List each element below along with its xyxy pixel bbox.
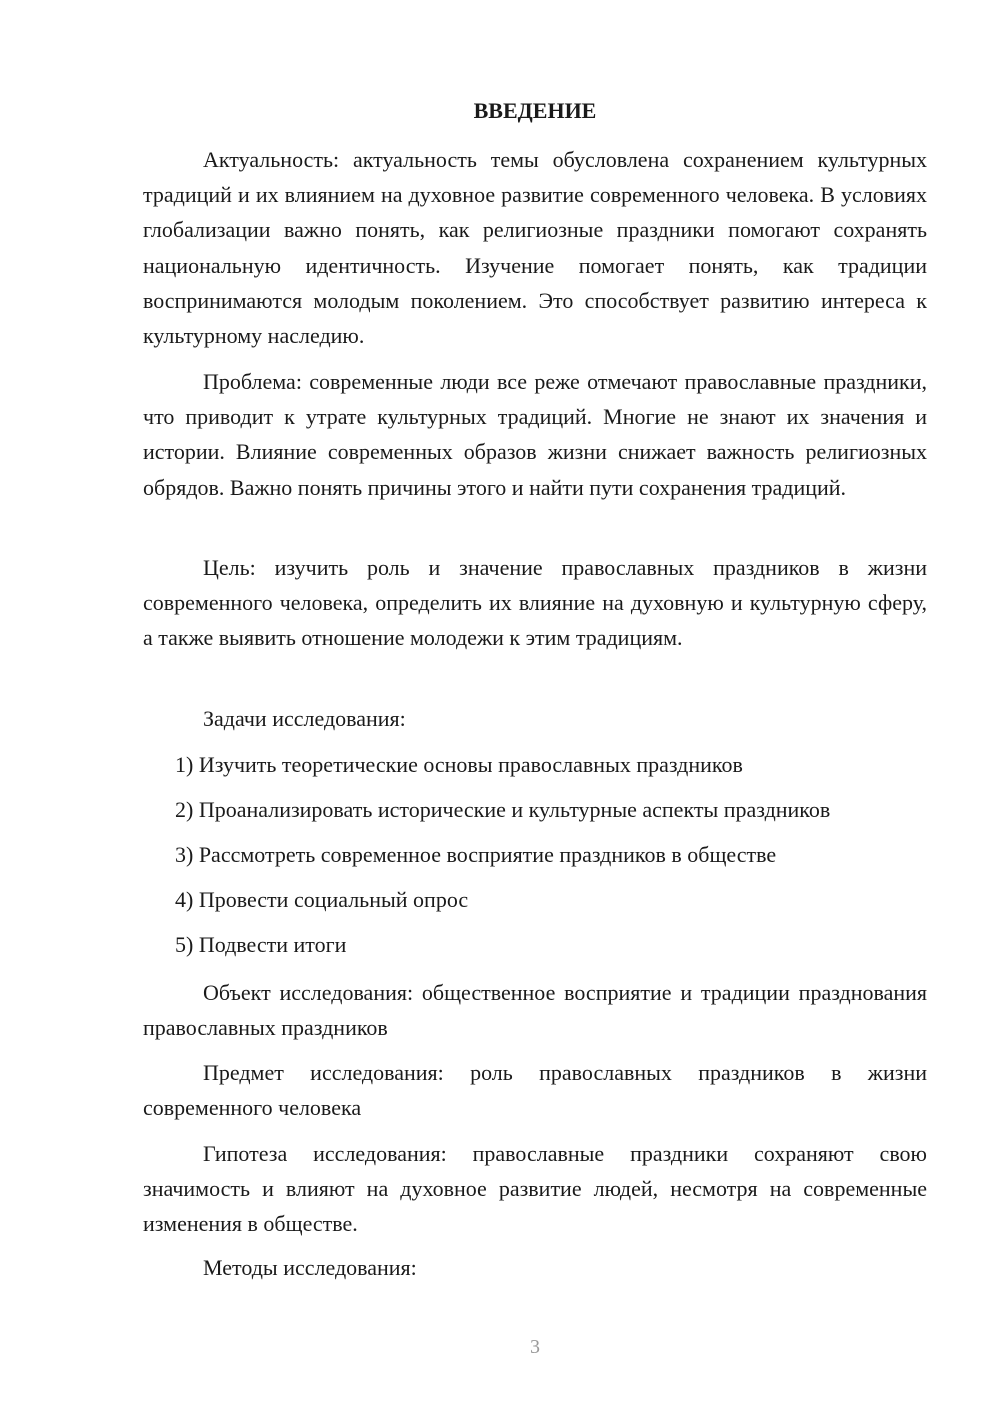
task-item: 5) Подвести итоги	[175, 932, 347, 957]
page-title: ВВЕДЕНИЕ	[473, 98, 597, 123]
task-item: 4) Провести социальный опрос	[175, 887, 469, 912]
methods-heading: Методы исследования:	[203, 1255, 417, 1280]
goal-paragraph: Цель: изучить роль и значение православных праздников в жизни современного человека, определить их влияние на духовную и культурную сферу, а также выявить отношение молодежи к этим традициям.	[143, 555, 927, 651]
task-item: 2) Проанализировать исторические и культурные аспекты праздников	[175, 797, 831, 822]
task-item: 1) Изучить теоретические основы православных праздников	[175, 752, 743, 777]
relevance-paragraph: Актуальность: актуальность темы обусловлена сохранением культурных традиций и их влиянием на духовное развитие современного человека. В условиях глобализации важно понять, как религиозные праздники помогают сохранять национальную идентичность. Изучение помогает понять, как традиции воспринимаются молодым поколением. Это способствует развитию интереса к культурному наследию.	[143, 147, 927, 349]
subject-paragraph: Предмет исследования: роль православных праздников в жизни современного человека	[143, 1060, 927, 1121]
tasks-heading: Задачи исследования:	[203, 706, 406, 731]
page-number: 3	[530, 1336, 540, 1358]
task-item: 3) Рассмотреть современное восприятие праздников в обществе	[175, 842, 777, 867]
hypothesis-paragraph: Гипотеза исследования: православные праздники сохраняют свою значимость и влияют на духовное развитие людей, несмотря на современные изменения в обществе.	[143, 1141, 927, 1237]
object-paragraph: Объект исследования: общественное восприятие и традиции празднования православных праздников	[143, 980, 927, 1041]
problem-paragraph: Проблема: современные люди все реже отмечают православные праздники, что приводит к утрате культурных традиций. Многие не знают их значения и истории. Влияние современных образов жизни снижает важность религиозных обрядов. Важно понять причины этого и найти пути сохранения традиций.	[143, 369, 927, 500]
